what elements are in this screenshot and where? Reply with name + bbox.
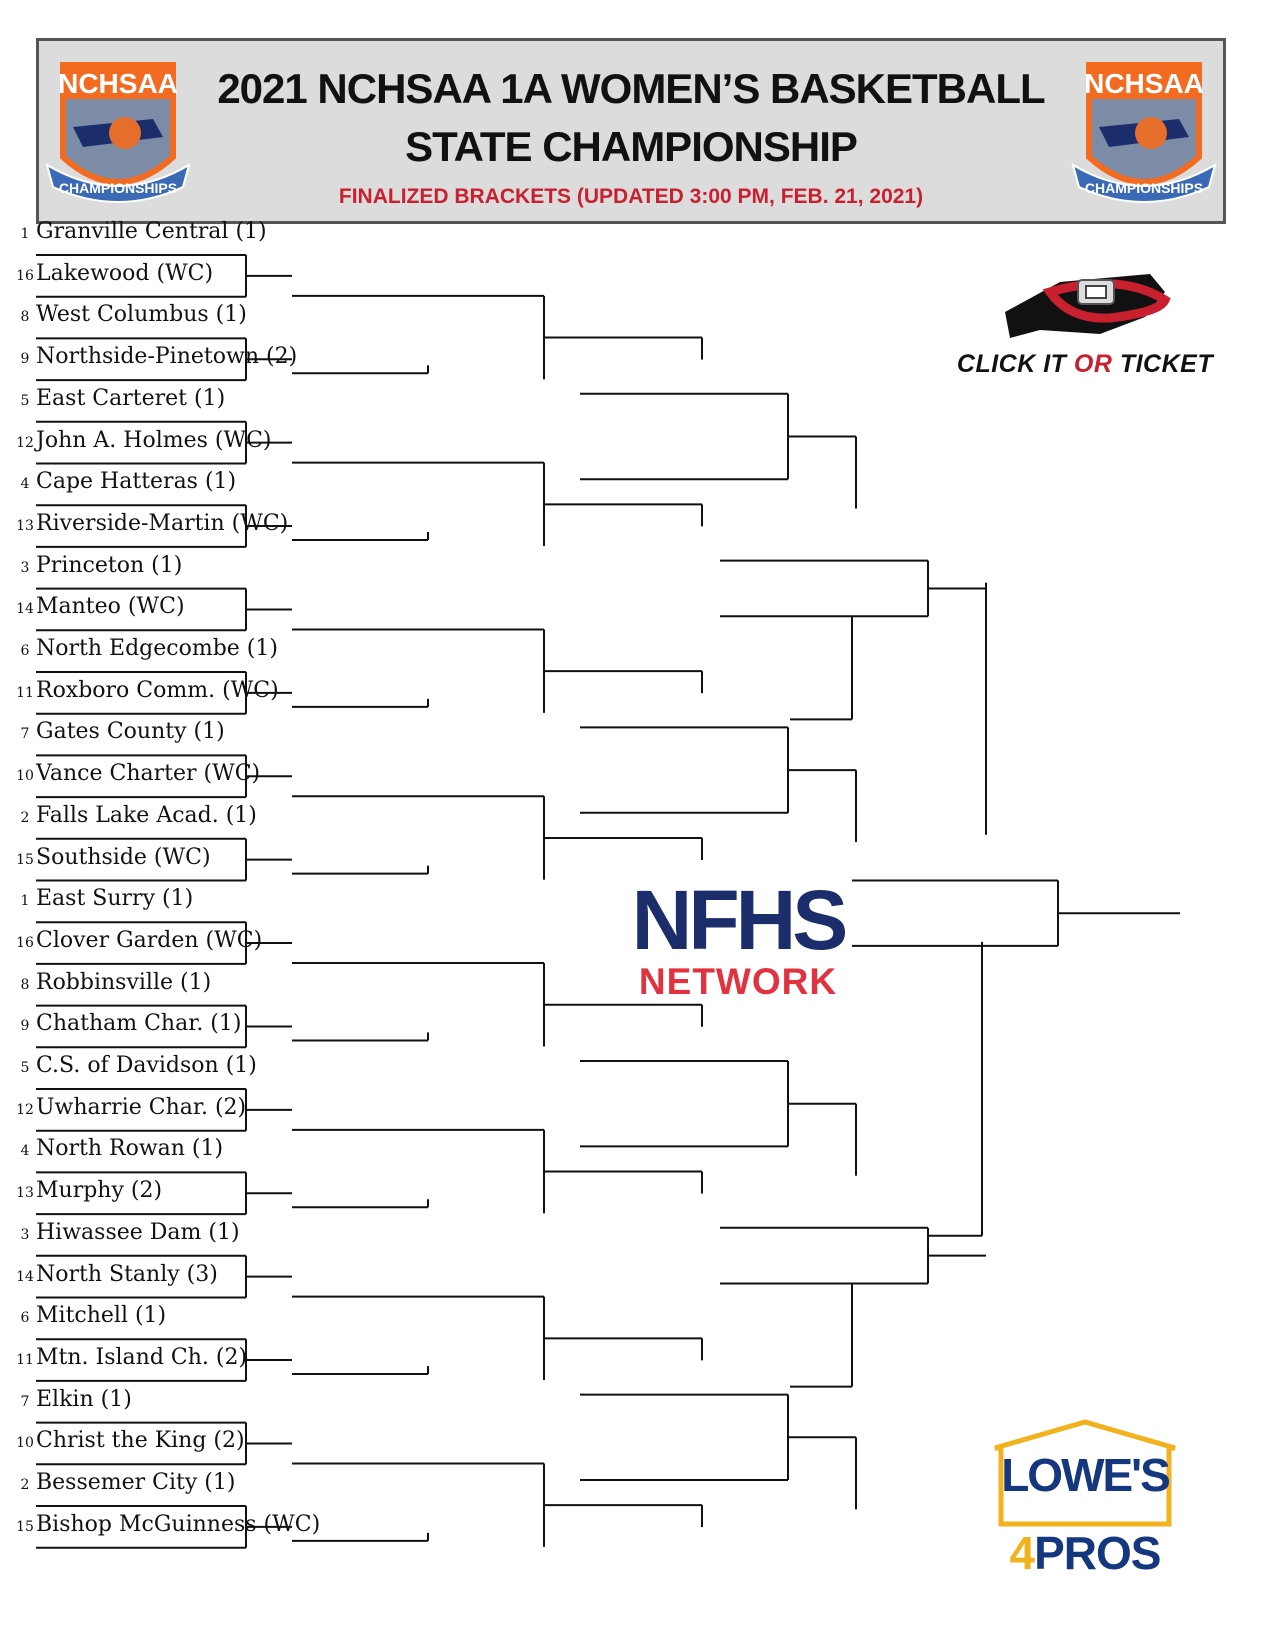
lowes-4pros-logo [985, 1418, 1185, 1588]
team-name: Cape Hatteras (1) [36, 469, 237, 495]
team-entry [14, 717, 225, 747]
click-it-or-ticket-logo [950, 262, 1220, 382]
team-seed: 7 [20, 1393, 30, 1410]
team-seed: 15 [16, 851, 34, 868]
team-entry [14, 384, 225, 414]
team-seed: 3 [20, 1226, 30, 1243]
team-seed: 15 [16, 1518, 34, 1535]
page-title-line2: STATE CHAMPIONSHIP [405, 123, 857, 170]
lowes-pros-label: 4PROS [1009, 1527, 1161, 1579]
team-entry [14, 1051, 257, 1081]
team-seed: 10 [16, 768, 34, 785]
team-seed: 13 [16, 517, 34, 534]
team-seed: 9 [20, 1018, 30, 1035]
team-name: Hiwassee Dam (1) [36, 1219, 240, 1245]
nc-state-map-icon [950, 262, 1220, 352]
team-seed: 12 [16, 1101, 34, 1118]
team-seed: 13 [16, 1185, 34, 1202]
team-name: Southside (WC) [36, 844, 211, 870]
team-name: Vance Charter (WC) [36, 761, 261, 787]
page-title-line1: 2021 NCHSAA 1A WOMEN’S BASKETBALL [217, 65, 1045, 112]
team-name: Elkin (1) [36, 1386, 132, 1412]
team-name: Uwharrie Char. (2) [36, 1094, 247, 1120]
team-entry [14, 1510, 320, 1540]
team-entry [14, 884, 193, 914]
team-seed: 1 [20, 226, 30, 242]
team-entry [14, 634, 278, 664]
nfhs-network-label: NETWORK [638, 961, 838, 1002]
team-entry [14, 1260, 218, 1290]
team-name: Christ the King (2) [36, 1428, 245, 1454]
team-entry [14, 467, 236, 497]
team-seed: 2 [20, 1477, 30, 1493]
team-name: Roxboro Comm. (WC) [36, 677, 279, 703]
team-entry [14, 1218, 240, 1248]
team-entry [14, 801, 257, 831]
team-entry [14, 1134, 223, 1164]
team-entry [14, 926, 262, 956]
team-entry [14, 259, 213, 289]
team-entry [14, 1093, 246, 1123]
nchsaa-logo-text: NCHSAA [58, 68, 178, 99]
team-name: Murphy (2) [36, 1178, 163, 1204]
team-entry [14, 592, 185, 622]
team-seed: 12 [16, 434, 34, 451]
team-name: Lakewood (WC) [36, 260, 214, 286]
team-name: East Carteret (1) [36, 385, 226, 411]
team-seed: 5 [20, 1060, 30, 1076]
team-entry [14, 509, 288, 539]
team-seed: 2 [20, 809, 30, 826]
team-name: North Stanly (3) [36, 1261, 218, 1287]
team-seed: 8 [20, 309, 30, 326]
team-entry [14, 1343, 247, 1373]
nfhs-network-logo [618, 873, 858, 1002]
team-name: Princeton (1) [36, 552, 183, 578]
team-seed: 14 [16, 601, 34, 618]
team-seed: 3 [20, 559, 30, 576]
team-seed: 4 [20, 476, 30, 493]
team-entry [14, 1468, 235, 1498]
click-it-or-ticket-text: CLICK IT OR TICKET [956, 350, 1214, 378]
team-entry [14, 426, 272, 456]
team-name: Riverside-Martin (WC) [36, 510, 289, 536]
team-seed: 11 [16, 1351, 34, 1368]
team-seed: 4 [20, 1143, 30, 1160]
team-entry [14, 1176, 162, 1206]
team-entry [14, 968, 211, 998]
team-name: Clover Garden (WC) [36, 927, 263, 953]
team-name: John A. Holmes (WC) [36, 427, 272, 453]
team-seed: 14 [16, 1268, 34, 1285]
team-name: North Edgecombe (1) [36, 636, 278, 661]
team-seed: 9 [20, 351, 30, 368]
team-seed: 1 [20, 893, 30, 910]
team-name: Bessemer City (1) [36, 1470, 236, 1495]
team-name: C.S. of Davidson (1) [36, 1053, 257, 1078]
lowes-wordmark: LOWE'S [1001, 1449, 1169, 1501]
team-name: Mitchell (1) [36, 1303, 167, 1329]
team-seed: 16 [16, 934, 34, 951]
team-entry [14, 217, 267, 247]
team-seed: 11 [16, 684, 34, 701]
team-name: Granville Central (1) [36, 219, 267, 244]
team-name: Chatham Char. (1) [36, 1011, 242, 1037]
team-name: West Columbus (1) [36, 302, 247, 328]
team-entry [14, 676, 279, 706]
team-name: East Surry (1) [36, 886, 194, 912]
team-name: Manteo (WC) [36, 594, 185, 620]
team-seed: 6 [20, 643, 30, 659]
team-entry [14, 1009, 241, 1039]
team-seed: 5 [20, 392, 30, 409]
team-entry [14, 1301, 166, 1331]
team-name: Falls Lake Acad. (1) [36, 802, 257, 828]
page-subtitle: FINALIZED BRACKETS (UPDATED 3:00 PM, FEB. 21, 2021) [338, 185, 924, 208]
team-entry [14, 551, 182, 581]
team-seed: 7 [20, 726, 30, 743]
team-name: North Rowan (1) [36, 1136, 224, 1162]
nchsaa-logo-text: NCHSAA [1084, 68, 1204, 99]
team-entry [14, 342, 297, 372]
team-entry [14, 1385, 132, 1415]
team-entry [14, 759, 260, 789]
team-entry [14, 1426, 245, 1456]
team-seed: 16 [16, 267, 34, 284]
team-entry [14, 843, 211, 873]
team-seed: 8 [20, 976, 30, 993]
team-seed: 10 [16, 1435, 34, 1452]
team-entry [14, 300, 247, 330]
team-name: Northside-Pinetown (2) [36, 344, 298, 370]
team-name: Mtn. Island Ch. (2) [36, 1344, 248, 1370]
nfhs-wordmark: NFHS [631, 873, 845, 967]
team-name: Bishop McGuinness (WC) [36, 1511, 321, 1537]
nchsaa-ribbon-text: CHAMPIONSHIPS [1084, 180, 1204, 196]
nchsaa-ribbon-text: CHAMPIONSHIPS [58, 180, 178, 196]
team-seed: 6 [20, 1310, 30, 1327]
team-name: Gates County (1) [36, 719, 225, 745]
team-name: Robbinsville (1) [36, 969, 212, 995]
